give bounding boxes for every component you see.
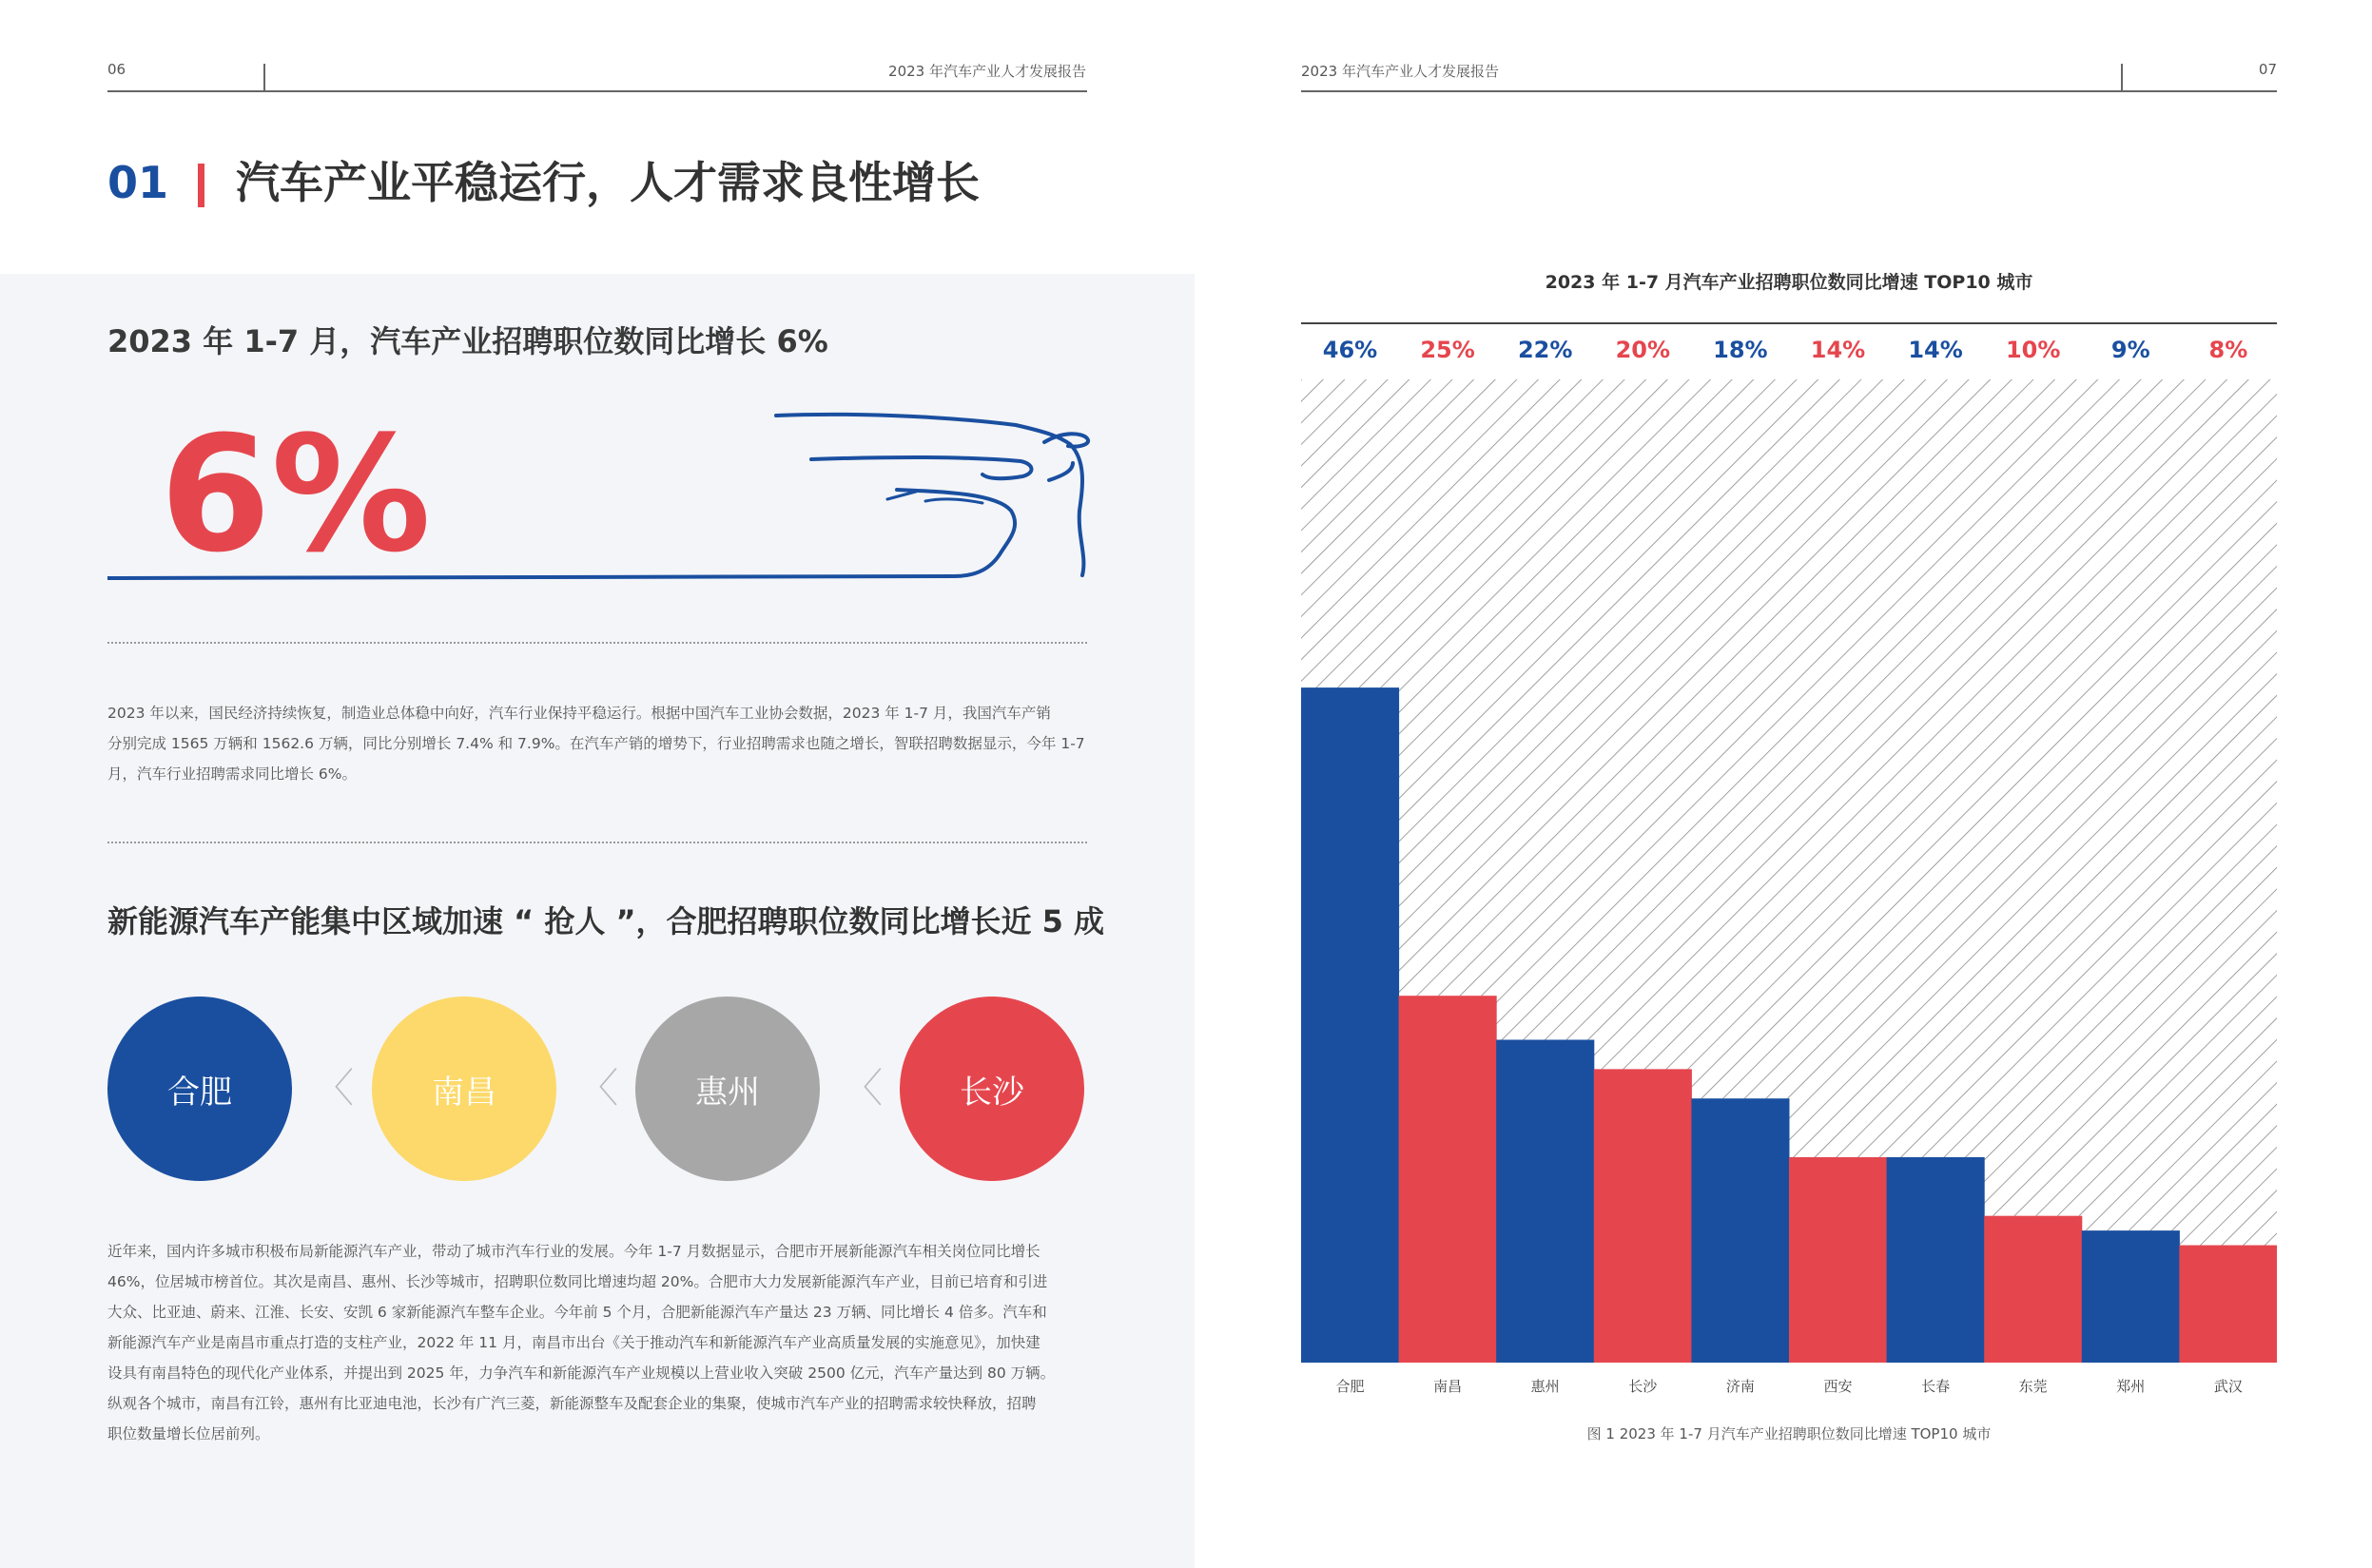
value-label: 22%: [1517, 337, 1573, 363]
x-tick-label: 郑州: [2116, 1378, 2146, 1395]
paragraph-line: 设具有南昌特色的现代化产业体系，并提出到 2025 年，力争汽车和新能源汽车产业规模以上营业收入突破 2500 亿元，汽车产量达到 80 万辆。: [107, 1365, 1056, 1382]
section-number: 01: [107, 157, 169, 208]
chart-title: 2023 年 1-7 月汽车产业招聘职位数同比增速 TOP10 城市: [1545, 272, 2033, 293]
x-tick-label: 长春: [1921, 1378, 1951, 1395]
bar-0: [1301, 687, 1399, 1363]
page-number-left: 06: [107, 61, 126, 78]
paragraph-intro: [107, 698, 1097, 789]
header-rule-right: [1301, 90, 2277, 92]
city-circle-nanchang: [372, 997, 556, 1181]
header-rule-left: [107, 90, 1087, 92]
header-divider-tick-right: [2121, 64, 2123, 92]
chevron-left-icon: 〈: [843, 1065, 884, 1112]
value-label: 20%: [1615, 337, 1671, 363]
paragraph-line: 近年来，国内许多城市积极布局新能源汽车产业，带动了城市汽车行业的发展。今年 1-7 月数据显示，合肥市开展新能源汽车相关岗位同比增长: [107, 1243, 1040, 1260]
bar-5: [1789, 1157, 1887, 1363]
x-tick-label: 合肥: [1335, 1378, 1365, 1395]
bar-1: [1399, 996, 1497, 1363]
city-name: 合肥: [167, 1073, 232, 1112]
value-label: 46%: [1322, 337, 1378, 363]
paragraph-line: 分别完成 1565 万辆和 1562.6 万辆，同比分别增长 7.4% 和 7.9%。在汽车产销的增势下，行业招聘需求也随之增长，智联招聘数据显示，今年 1-7: [107, 735, 1085, 752]
header-title-left: 2023 年汽车产业人才发展报告: [888, 63, 1086, 80]
dotted-divider-2: [107, 842, 1087, 843]
value-label: 14%: [1908, 337, 1963, 363]
header-divider-tick-left: [263, 64, 265, 92]
page-number-right: 07: [2258, 61, 2277, 78]
paragraph-line: 46%，位居城市榜首位。其次是南昌、惠州、长沙等城市，招聘职位数同比增速均超 20%。合肥市大力发展新能源汽车产业，目前已培育和引进: [107, 1273, 1048, 1290]
city-circle-hefei: [107, 997, 292, 1181]
bar-4: [1691, 1098, 1789, 1363]
x-tick-label: 武汉: [2213, 1378, 2243, 1395]
subheading-growth: 2023 年 1-7 月，汽车产业招聘职位数同比增长 6%: [107, 323, 828, 359]
value-label: 9%: [2110, 337, 2150, 363]
section-title: 汽车产业平稳运行，人才需求良性增长: [236, 157, 980, 208]
city-name: 惠州: [695, 1073, 760, 1112]
city-circle-changsha: [900, 997, 1084, 1181]
value-label: 8%: [2208, 337, 2248, 363]
bar-chart: [1301, 379, 2277, 1363]
x-tick-label: 济南: [1725, 1378, 1755, 1395]
chevron-left-icon: 〈: [314, 1065, 355, 1112]
paragraph-line: 月，汽车行业招聘需求同比增长 6%。: [107, 765, 358, 783]
x-tick-label: 东莞: [2018, 1378, 2048, 1395]
paragraph-line: 新能源汽车产业是南昌市重点打造的支柱产业，2022 年 11 月，南昌市出台《关于推动汽车和新能源汽车产业高质量发展的实施意见》，加快建: [107, 1334, 1040, 1351]
paragraph-line: 职位数量增长位居前列。: [107, 1425, 270, 1442]
paragraph-cities: [107, 1236, 1097, 1449]
subheading-cities: 新能源汽车产能集中区域加速 “ 抢人 ”，合肥招聘职位数同比增长近 5 成: [107, 903, 1105, 939]
x-tick-label: 南昌: [1433, 1378, 1463, 1395]
city-circle-huizhou: [635, 997, 820, 1181]
bar-9: [2179, 1246, 2277, 1363]
city-name: 南昌: [432, 1073, 496, 1112]
city-name: 长沙: [960, 1073, 1024, 1112]
bar-2: [1496, 1039, 1594, 1363]
figure-caption: 图 1 2023 年 1-7 月汽车产业招聘职位数同比增速 TOP10 城市: [1586, 1425, 1992, 1442]
paragraph-line: 2023 年以来，国民经济持续恢复，制造业总体稳中向好，汽车行业保持平稳运行。根据中国汽车工业协会数据，2023 年 1-7 月，我国汽车产销: [107, 705, 1051, 722]
bar-8: [2082, 1230, 2180, 1363]
value-label: 25%: [1420, 337, 1475, 363]
x-tick-label: 惠州: [1530, 1378, 1560, 1395]
big-growth-percent: 6%: [160, 401, 432, 588]
dotted-divider-1: [107, 642, 1087, 644]
section-accent-bar: [198, 164, 204, 207]
header-title-right: 2023 年汽车产业人才发展报告: [1301, 63, 1499, 80]
bar-3: [1594, 1069, 1692, 1363]
x-tick-label: 西安: [1823, 1378, 1853, 1395]
bar-6: [1887, 1157, 1985, 1363]
chart-top-rule: [1301, 322, 2277, 324]
x-tick-label: 长沙: [1628, 1378, 1658, 1395]
paragraph-line: 纵观各个城市，南昌有江铃，惠州有比亚迪电池，长沙有广汽三菱，新能源整车及配套企业的集聚，使城市汽车产业的招聘需求较快释放，招聘: [107, 1395, 1037, 1412]
paragraph-line: 大众、比亚迪、蔚来、江淮、长安、安凯 6 家新能源汽车整车企业。今年前 5 个月，合肥新能源汽车产量达 23 万辆、同比增长 4 倍多。汽车和: [107, 1304, 1047, 1321]
chevron-left-icon: 〈: [578, 1065, 619, 1112]
bar-7: [1984, 1216, 2082, 1363]
value-label: 18%: [1713, 337, 1768, 363]
value-label: 14%: [1810, 337, 1866, 363]
value-label: 10%: [2005, 337, 2061, 363]
